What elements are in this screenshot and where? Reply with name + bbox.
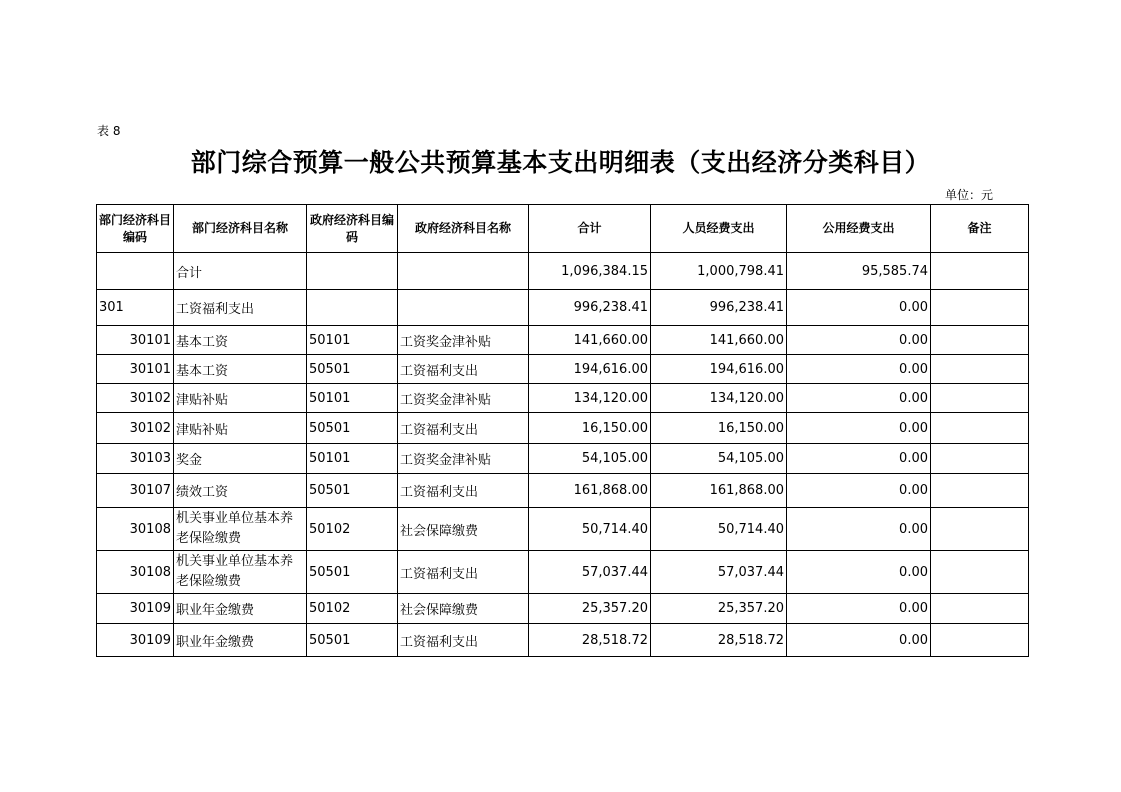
cell-remark <box>931 326 1029 355</box>
header-public: 公用经费支出 <box>787 205 931 253</box>
header-gov-code: 政府经济科目编码 <box>307 205 398 253</box>
table-row <box>97 624 1029 657</box>
cell-total: 1,096,384.15 <box>529 253 651 290</box>
header-dept-code: 部门经济科目编码 <box>97 205 174 253</box>
cell-remark <box>931 474 1029 508</box>
cell-gov-code: 50102 <box>307 594 398 624</box>
cell-public: 0.00 <box>787 594 931 624</box>
table-number-label: 表 8 <box>97 124 121 138</box>
cell-remark <box>931 594 1029 624</box>
cell-total: 134,120.00 <box>529 384 651 413</box>
cell-gov-code: 50501 <box>307 474 398 508</box>
cell-public: 0.00 <box>787 413 931 444</box>
cell-gov-name: 工资奖金津补贴 <box>398 326 529 355</box>
cell-dept-name: 工资福利支出 <box>174 290 307 326</box>
cell-dept-name: 机关事业单位基本养老保险缴费 <box>174 551 307 594</box>
cell-total: 57,037.44 <box>529 551 651 594</box>
cell-total: 50,714.40 <box>529 508 651 551</box>
budget-table <box>96 204 1029 657</box>
cell-dept-code: 30101 <box>97 355 174 384</box>
table-row <box>97 413 1029 444</box>
cell-remark <box>931 624 1029 657</box>
cell-personnel: 1,000,798.41 <box>651 253 787 290</box>
cell-gov-name: 工资奖金津补贴 <box>398 384 529 413</box>
cell-gov-code: 50101 <box>307 384 398 413</box>
cell-gov-name: 社会保障缴费 <box>398 508 529 551</box>
cell-personnel: 16,150.00 <box>651 413 787 444</box>
cell-remark <box>931 413 1029 444</box>
cell-gov-code <box>307 290 398 326</box>
cell-gov-name <box>398 290 529 326</box>
cell-remark <box>931 290 1029 326</box>
cell-personnel: 57,037.44 <box>651 551 787 594</box>
cell-total: 25,357.20 <box>529 594 651 624</box>
cell-total: 28,518.72 <box>529 624 651 657</box>
header-personnel: 人员经费支出 <box>651 205 787 253</box>
cell-dept-name: 职业年金缴费 <box>174 624 307 657</box>
cell-gov-code: 50501 <box>307 355 398 384</box>
cell-dept-code <box>97 253 174 290</box>
cell-dept-name: 绩效工资 <box>174 474 307 508</box>
cell-gov-code: 50101 <box>307 444 398 474</box>
cell-dept-name: 职业年金缴费 <box>174 594 307 624</box>
cell-dept-name: 合计 <box>174 253 307 290</box>
cell-gov-code: 50501 <box>307 413 398 444</box>
cell-dept-name: 基本工资 <box>174 326 307 355</box>
cell-dept-code: 301 <box>97 290 174 326</box>
cell-public: 0.00 <box>787 444 931 474</box>
cell-remark <box>931 355 1029 384</box>
table-row <box>97 551 1029 594</box>
table-row <box>97 290 1029 326</box>
cell-dept-code: 30102 <box>97 384 174 413</box>
cell-personnel: 194,616.00 <box>651 355 787 384</box>
cell-remark <box>931 508 1029 551</box>
cell-personnel: 134,120.00 <box>651 384 787 413</box>
table-header-row <box>97 205 1029 253</box>
cell-personnel: 50,714.40 <box>651 508 787 551</box>
unit-label: 单位：元 <box>945 188 994 202</box>
cell-dept-code: 30101 <box>97 326 174 355</box>
cell-gov-name: 工资福利支出 <box>398 624 529 657</box>
header-gov-name: 政府经济科目名称 <box>398 205 529 253</box>
header-total: 合计 <box>529 205 651 253</box>
cell-remark <box>931 444 1029 474</box>
cell-public: 0.00 <box>787 624 931 657</box>
cell-gov-code: 50501 <box>307 624 398 657</box>
cell-personnel: 54,105.00 <box>651 444 787 474</box>
cell-dept-code: 30102 <box>97 413 174 444</box>
cell-dept-code: 30108 <box>97 551 174 594</box>
cell-public: 95,585.74 <box>787 253 931 290</box>
cell-total: 996,238.41 <box>529 290 651 326</box>
header-remark: 备注 <box>931 205 1029 253</box>
cell-public: 0.00 <box>787 474 931 508</box>
cell-public: 0.00 <box>787 384 931 413</box>
header-dept-name: 部门经济科目名称 <box>174 205 307 253</box>
cell-personnel: 996,238.41 <box>651 290 787 326</box>
table-row <box>97 355 1029 384</box>
cell-remark <box>931 253 1029 290</box>
cell-dept-name: 津贴补贴 <box>174 384 307 413</box>
cell-gov-name: 工资福利支出 <box>398 355 529 384</box>
cell-gov-name: 社会保障缴费 <box>398 594 529 624</box>
cell-gov-code: 50101 <box>307 326 398 355</box>
cell-personnel: 161,868.00 <box>651 474 787 508</box>
cell-total: 54,105.00 <box>529 444 651 474</box>
table-row <box>97 474 1029 508</box>
cell-total: 161,868.00 <box>529 474 651 508</box>
cell-dept-name: 津贴补贴 <box>174 413 307 444</box>
cell-gov-code <box>307 253 398 290</box>
cell-dept-code: 30109 <box>97 594 174 624</box>
cell-gov-name: 工资福利支出 <box>398 413 529 444</box>
cell-dept-name: 奖金 <box>174 444 307 474</box>
table-row <box>97 508 1029 551</box>
table-row <box>97 326 1029 355</box>
cell-gov-name: 工资福利支出 <box>398 474 529 508</box>
cell-dept-code: 30109 <box>97 624 174 657</box>
cell-total: 141,660.00 <box>529 326 651 355</box>
cell-public: 0.00 <box>787 355 931 384</box>
cell-public: 0.00 <box>787 508 931 551</box>
cell-public: 0.00 <box>787 551 931 594</box>
cell-gov-name: 工资奖金津补贴 <box>398 444 529 474</box>
cell-gov-name <box>398 253 529 290</box>
cell-dept-name: 基本工资 <box>174 355 307 384</box>
cell-total: 194,616.00 <box>529 355 651 384</box>
cell-dept-name: 机关事业单位基本养老保险缴费 <box>174 508 307 551</box>
cell-public: 0.00 <box>787 290 931 326</box>
cell-gov-code: 50501 <box>307 551 398 594</box>
cell-gov-code: 50102 <box>307 508 398 551</box>
cell-total: 16,150.00 <box>529 413 651 444</box>
table-row <box>97 594 1029 624</box>
cell-gov-name: 工资福利支出 <box>398 551 529 594</box>
cell-remark <box>931 384 1029 413</box>
cell-public: 0.00 <box>787 326 931 355</box>
cell-dept-code: 30107 <box>97 474 174 508</box>
table-row <box>97 384 1029 413</box>
cell-personnel: 28,518.72 <box>651 624 787 657</box>
cell-personnel: 25,357.20 <box>651 594 787 624</box>
table-row <box>97 444 1029 474</box>
cell-personnel: 141,660.00 <box>651 326 787 355</box>
cell-dept-code: 30108 <box>97 508 174 551</box>
page-title: 部门综合预算一般公共预算基本支出明细表（支出经济分类科目） <box>190 148 931 177</box>
cell-dept-code: 30103 <box>97 444 174 474</box>
cell-remark <box>931 551 1029 594</box>
table-row <box>97 253 1029 290</box>
